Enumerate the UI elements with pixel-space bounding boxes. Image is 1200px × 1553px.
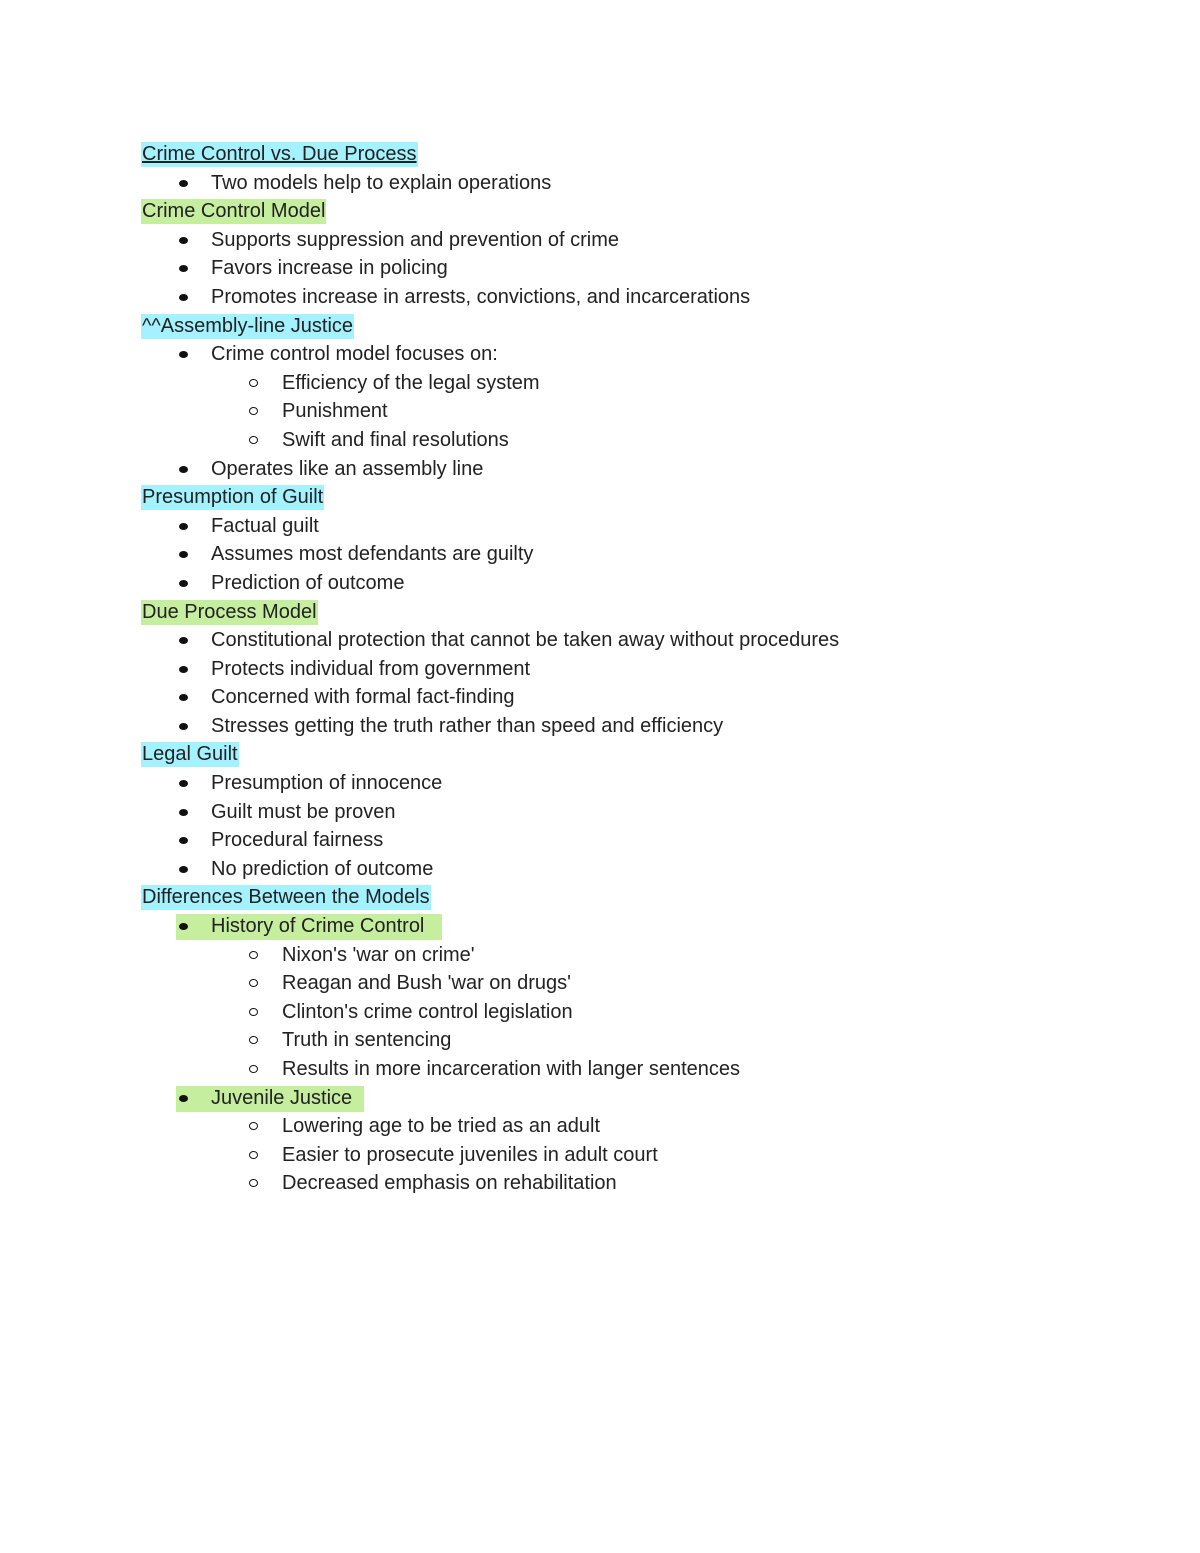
sub-list-item-text: Lowering age to be tried as an adult xyxy=(282,1115,600,1138)
bullet-dot-icon xyxy=(179,923,188,930)
sub-list-item xyxy=(141,397,1101,426)
bullet-dot-icon xyxy=(179,866,188,873)
sub-list-item-text: Decreased emphasis on rehabilitation xyxy=(282,1172,617,1195)
list-item xyxy=(141,254,1101,283)
bullet-circle-icon xyxy=(249,1036,258,1044)
bullet-dot-icon xyxy=(179,837,188,844)
bullet-dot-icon xyxy=(179,1095,188,1102)
list-item xyxy=(141,169,1101,198)
bullet-circle-icon xyxy=(249,407,258,415)
heading-text: Due Process Model xyxy=(142,600,317,623)
heading-legal-guilt xyxy=(141,740,1101,769)
sub-list-item-text: Truth in sentencing xyxy=(282,1029,452,1052)
bullet-dot-icon xyxy=(179,723,188,730)
list-item xyxy=(141,769,1101,798)
list-item-text: Crime control model focuses on: xyxy=(211,343,498,366)
list-item xyxy=(141,226,1101,255)
list-item-text: Operates like an assembly line xyxy=(211,457,484,480)
heading-due-process-model xyxy=(141,598,1101,627)
list-item-text: Factual guilt xyxy=(211,514,319,537)
list-item xyxy=(141,683,1101,712)
heading-presumption-of-guilt xyxy=(141,483,1101,512)
list-item-text: Constitutional protection that cannot be taken away without procedures xyxy=(211,629,840,652)
list-item-text: Assumes most defendants are guilty xyxy=(211,543,534,566)
bullet-dot-icon xyxy=(179,294,188,301)
document-page xyxy=(141,140,1101,1198)
sub-list-item-text: Nixon's 'war on crime' xyxy=(282,943,475,966)
sub-list-item-text: Punishment xyxy=(282,400,388,423)
bullet-dot-icon xyxy=(179,551,188,558)
bullet-dot-icon xyxy=(179,809,188,816)
bullet-dot-icon xyxy=(179,466,188,473)
list-item xyxy=(141,455,1101,484)
sub-list-item xyxy=(141,1112,1101,1141)
list-item-text: Prediction of outcome xyxy=(211,571,405,594)
bullet-dot-icon xyxy=(179,580,188,587)
list-item-text: History of Crime Control xyxy=(211,915,425,938)
sub-list-item-text: Efficiency of the legal system xyxy=(282,371,540,394)
list-item-text: No prediction of outcome xyxy=(211,857,434,880)
sub-list-item xyxy=(141,969,1101,998)
sub-list-item-text: Clinton's crime control legislation xyxy=(282,1000,573,1023)
list-item-text: Juvenile Justice xyxy=(211,1086,353,1109)
sub-list-item-text: Reagan and Bush 'war on drugs' xyxy=(282,972,571,995)
heading-text: Crime Control Model xyxy=(142,200,326,223)
bullet-dot-icon xyxy=(179,780,188,787)
list-item-text: Two models help to explain operations xyxy=(211,171,552,194)
sub-list-item xyxy=(141,1169,1101,1198)
sub-list-item xyxy=(141,369,1101,398)
bullet-circle-icon xyxy=(249,1151,258,1159)
list-item xyxy=(141,540,1101,569)
list-item xyxy=(141,798,1101,827)
heading-crime-control-model xyxy=(141,197,1101,226)
sub-list-item xyxy=(141,998,1101,1027)
sub-list-item-text: Swift and final resolutions xyxy=(282,428,509,451)
bullet-dot-icon xyxy=(179,637,188,644)
heading-differences xyxy=(141,883,1101,912)
list-item xyxy=(141,826,1101,855)
list-item-text: Promotes increase in arrests, convictions, and incarcerations xyxy=(211,285,751,308)
bullet-circle-icon xyxy=(249,379,258,387)
sub-list-item xyxy=(141,1055,1101,1084)
bullet-circle-icon xyxy=(249,1122,258,1130)
sub-list-item xyxy=(141,941,1101,970)
bullet-dot-icon xyxy=(179,694,188,701)
list-item xyxy=(141,340,1101,369)
bullet-circle-icon xyxy=(249,436,258,444)
heading-text[interactable]: Crime Control vs. Due Process xyxy=(142,143,417,165)
bullet-circle-icon xyxy=(249,979,258,987)
heading-text: Differences Between the Models xyxy=(142,886,430,909)
list-item xyxy=(141,626,1101,655)
bullet-dot-icon xyxy=(179,666,188,673)
list-item xyxy=(141,569,1101,598)
bullet-circle-icon xyxy=(249,1179,258,1187)
heading-text: Legal Guilt xyxy=(142,743,238,766)
list-item-text: Supports suppression and prevention of crime xyxy=(211,228,620,251)
heading-text: Presumption of Guilt xyxy=(142,486,324,509)
bullet-circle-icon xyxy=(249,1008,258,1016)
list-item-text: Stresses getting the truth rather than speed and efficiency xyxy=(211,714,724,737)
heading-text: ^^Assembly-line Justice xyxy=(142,314,354,337)
bullet-dot-icon xyxy=(179,180,188,187)
list-item-text: Concerned with formal fact-finding xyxy=(211,686,515,709)
list-item-text: Protects individual from government xyxy=(211,657,531,680)
bullet-dot-icon xyxy=(179,351,188,358)
sub-list-item-text: Results in more incarceration with langer sentences xyxy=(282,1058,740,1080)
list-item xyxy=(141,283,1101,312)
sub-list-item xyxy=(141,1141,1101,1170)
list-item-text: Presumption of innocence xyxy=(211,772,443,795)
bullet-dot-icon xyxy=(179,523,188,530)
list-item-text: Guilt must be proven xyxy=(211,800,396,823)
list-item xyxy=(141,855,1101,884)
list-item xyxy=(141,712,1101,741)
bullet-dot-icon xyxy=(179,265,188,272)
sub-list-item xyxy=(141,1026,1101,1055)
list-item-text: Favors increase in policing xyxy=(211,257,448,280)
list-item-history xyxy=(141,912,1101,941)
bullet-circle-icon xyxy=(249,951,258,959)
bullet-circle-icon xyxy=(249,1065,258,1073)
sub-list-item xyxy=(141,426,1101,455)
bullet-dot-icon xyxy=(179,237,188,244)
heading-crime-vs-due xyxy=(141,140,1101,169)
list-item-juvenile xyxy=(141,1084,1101,1113)
heading-assembly-line-justice xyxy=(141,312,1101,341)
list-item xyxy=(141,655,1101,684)
list-item xyxy=(141,512,1101,541)
list-item-text: Procedural fairness xyxy=(211,829,384,852)
sub-list-item-text: Easier to prosecute juveniles in adult court xyxy=(282,1143,658,1166)
